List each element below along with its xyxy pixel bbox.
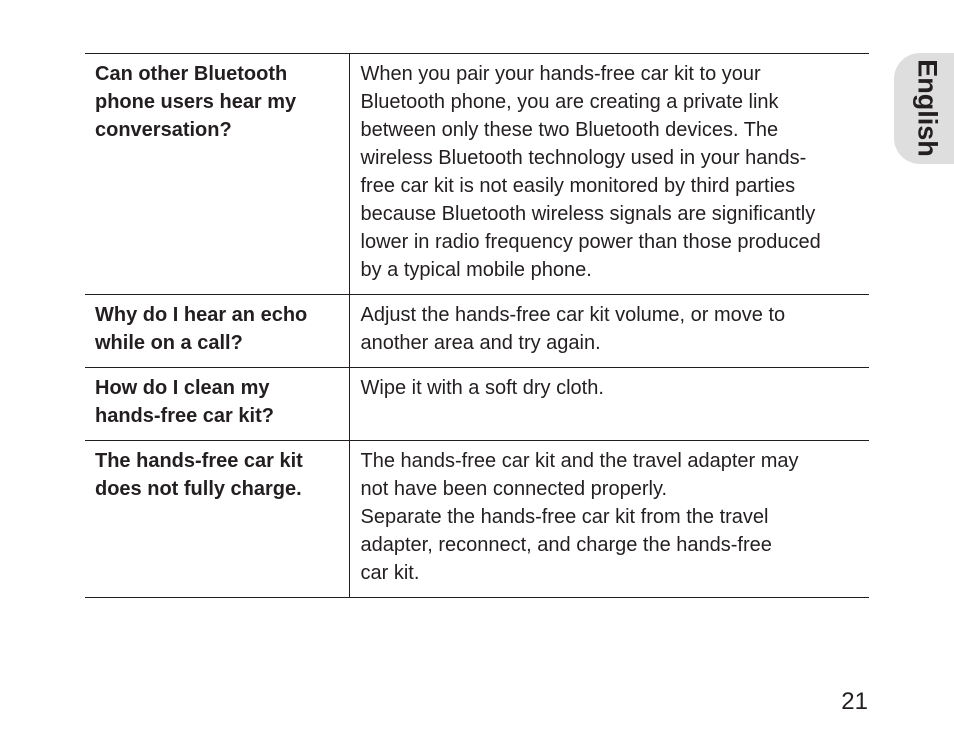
faq-answer xyxy=(349,295,869,368)
answer-line: The hands-free car kit and the travel adapter may xyxy=(360,450,799,472)
question-line: How do I clean my xyxy=(95,377,270,399)
faq-question xyxy=(85,54,349,295)
answer-line: Bluetooth phone, you are creating a private link xyxy=(360,91,779,113)
answer-line: because Bluetooth wireless signals are significantly xyxy=(360,203,816,225)
faq-answer xyxy=(349,368,869,441)
faq-question xyxy=(85,368,349,441)
question-line: conversation? xyxy=(95,119,232,141)
answer-line: between only these two Bluetooth devices. The xyxy=(360,119,779,141)
answer-line: Separate the hands-free car kit from the travel xyxy=(360,506,769,528)
faq-row xyxy=(85,295,869,368)
question-line: Can other Bluetooth xyxy=(95,63,288,85)
answer-line: by a typical mobile phone. xyxy=(360,259,592,281)
answer-line: another area and try again. xyxy=(360,332,601,354)
faq-table xyxy=(85,53,869,598)
answer-line: wireless Bluetooth technology used in your hands- xyxy=(360,147,807,169)
question-line: Why do I hear an echo xyxy=(95,304,308,326)
answer-line: Wipe it with a soft dry cloth. xyxy=(360,377,604,399)
faq-question xyxy=(85,441,349,598)
answer-line: car kit. xyxy=(360,562,420,584)
question-line: does not fully charge. xyxy=(95,478,302,500)
faq-row xyxy=(85,54,869,295)
answer-line: not have been connected properly. xyxy=(360,478,668,500)
question-line: while on a call? xyxy=(95,332,243,354)
question-line: The hands-free car kit xyxy=(95,450,303,472)
page-number: 21 xyxy=(841,688,868,715)
question-line: hands-free car kit? xyxy=(95,405,274,427)
faq-answer xyxy=(349,441,869,598)
question-line: phone users hear my xyxy=(95,91,297,113)
answer-line: free car kit is not easily monitored by third parties xyxy=(360,175,796,197)
faq-row xyxy=(85,368,869,441)
faq-row xyxy=(85,441,869,598)
faq-answer xyxy=(349,54,869,295)
faq-question xyxy=(85,295,349,368)
answer-line: When you pair your hands-free car kit to your xyxy=(360,63,761,85)
answer-line: lower in radio frequency power than those produced xyxy=(360,231,821,253)
answer-line: adapter, reconnect, and charge the hands-free xyxy=(360,534,772,556)
language-tab-label: English xyxy=(912,59,943,157)
answer-line: Adjust the hands-free car kit volume, or move to xyxy=(360,304,786,326)
